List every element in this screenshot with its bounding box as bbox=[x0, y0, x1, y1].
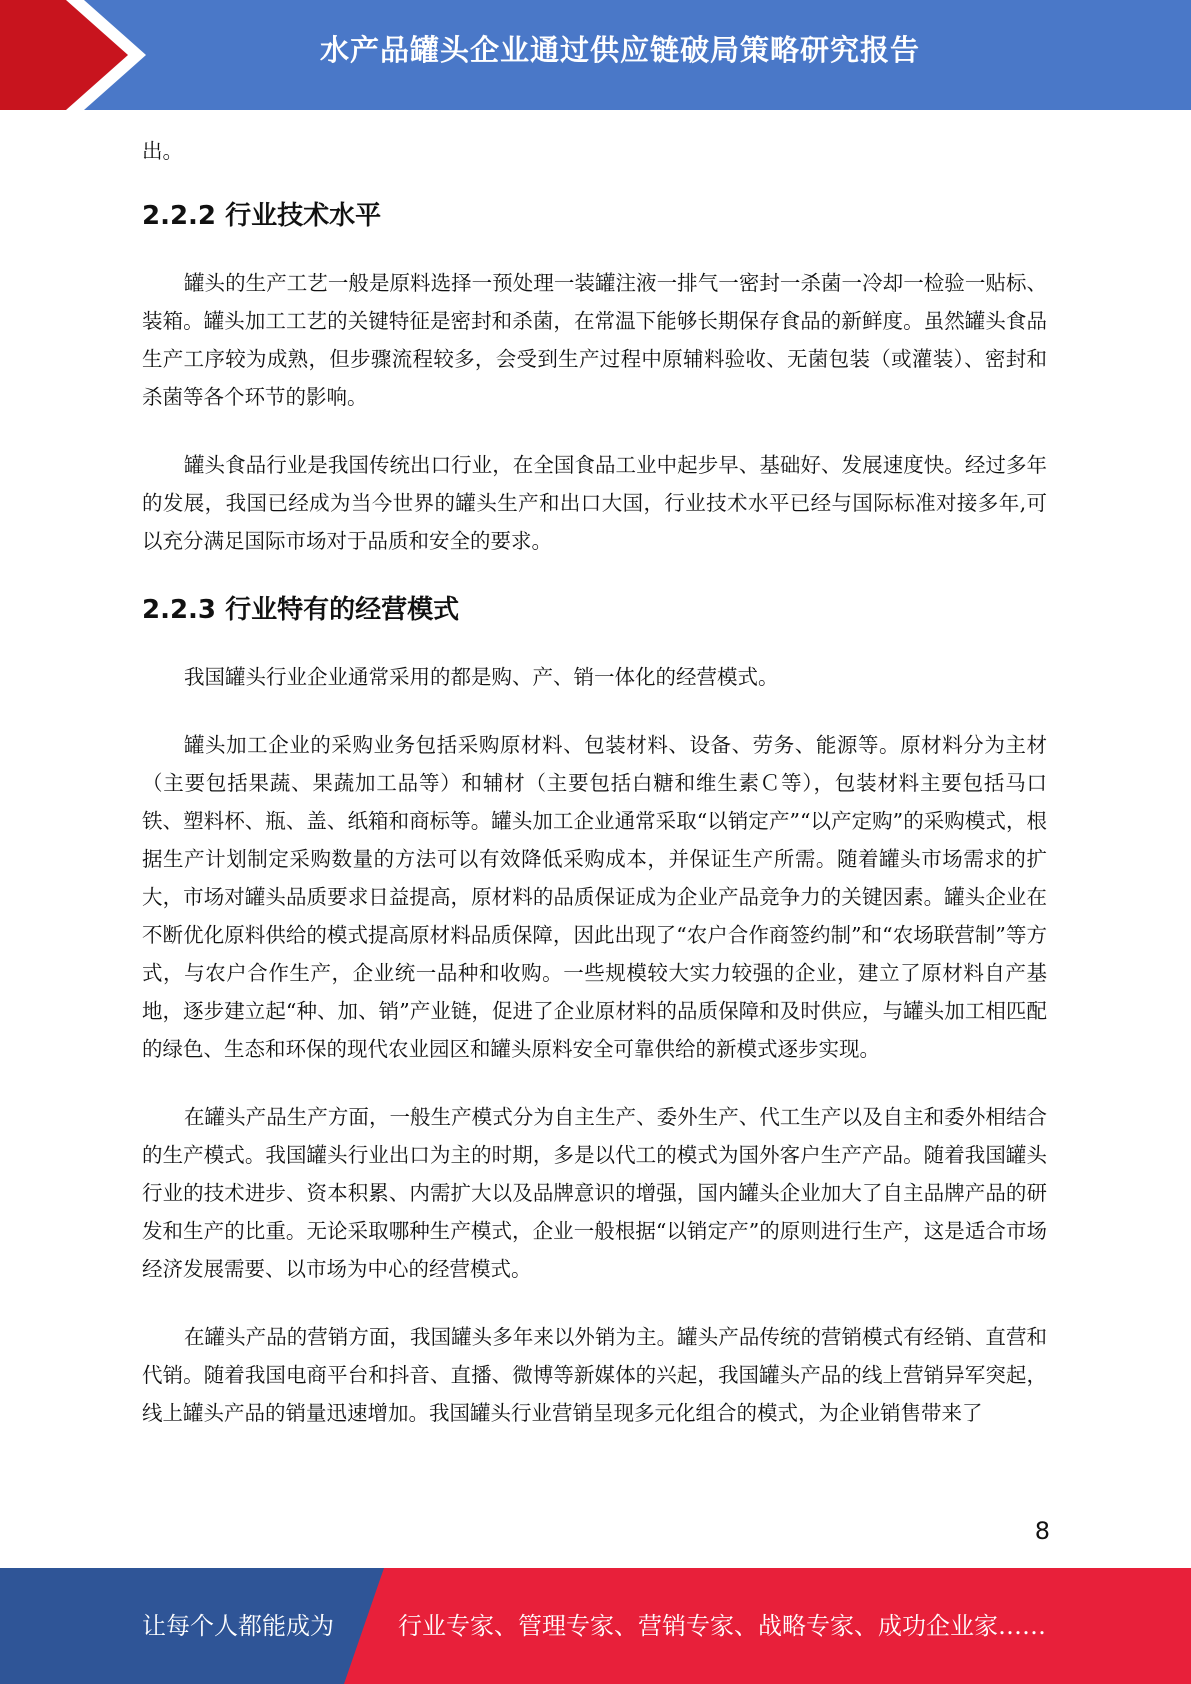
section-heading-2-2-3: 2.2.3 行业特有的经营模式 bbox=[142, 595, 460, 625]
paragraph: 罐头加工企业的采购业务包括采购原材料、包装材料、设备、劳务、能源等。原材料分为主材（主要包括果蔬、果蔬加工品等）和辅材（主要包括白糖和维生素Ｃ等），包装材料主要包括马口铁、塑料杯、瓶、盖、纸箱和商标等。罐头加工企业通常采取“以销定产”“以产定购”的采购模式，根据生产计划制定采购数量的方法可以有效降低采购成本，并保证生产所需。随着罐头市场需求的扩大，市场对罐头品质要求日益提高，原材料的品质保证成为企业产品竞争力的关键因素。罐头企业在不断优化原料供给的模式提高原材料品质保障，因此出现了“农户合作商签约制”和“农场联营制”等方式，与农户合作生产，企业统一品种和收购。一些规模较大实力较强的企业，建立了原材料自产基地，逐步建立起“种、加、销”产业链，促进了企业原材料的品质保障和及时供应，与罐头加工相匹配的绿色、生态和环保的现代农业园区和罐头原料安全可靠供给的新模式逐步实现。 bbox=[142, 733, 1047, 1061]
report-title: 水产品罐头企业通过供应链破局策略研究报告 bbox=[319, 33, 920, 67]
paragraph: 罐头食品行业是我国传统出口行业，在全国食品工业中起步早、基础好、发展速度快。经过多年的发展，我国已经成为当今世界的罐头生产和出口大国，行业技术水平已经与国际标准对接多年,可以充分满足国际市场对于品质和安全的要求。 bbox=[142, 453, 1047, 553]
paragraph: 罐头的生产工艺一般是原料选择一预处理一装罐注液一排气一密封一杀菌一冷却一检验一贴标、装箱。罐头加工工艺的关键特征是密封和杀菌，在常温下能够长期保存食品的新鲜度。虽然罐头食品生产工序较为成熟，但步骤流程较多，会受到生产过程中原辅料验收、无菌包装（或灌装）、密封和杀菌等各个环节的影响。 bbox=[142, 271, 1047, 409]
page-body bbox=[142, 132, 1047, 1462]
report-header bbox=[0, 0, 1191, 110]
page-footer bbox=[0, 1568, 1191, 1684]
paragraph: 在罐头产品的营销方面，我国罐头多年来以外销为主。罐头产品传统的营销模式有经销、直营和代销。随着我国电商平台和抖音、直播、微博等新媒体的兴起，我国罐头产品的线上营销异军突起，线上罐头产品的销量迅速增加。我国罐头行业营销呈现多元化组合的模式，为企业销售带来了 bbox=[142, 1325, 1047, 1425]
footer-slogan-left: 让每个人都能成为 bbox=[142, 1612, 334, 1640]
paragraph: 我国罐头行业企业通常采用的都是购、产、销一体化的经营模式。 bbox=[184, 665, 779, 689]
continued-text: 出。 bbox=[142, 139, 183, 163]
header-arrow-icon bbox=[0, 0, 160, 110]
section-heading-2-2-2: 2.2.2 行业技术水平 bbox=[142, 201, 382, 231]
footer-slogan-right: 行业专家、管理专家、营销专家、战略专家、成功企业家…… bbox=[398, 1612, 1046, 1640]
page-number: 8 bbox=[1034, 1517, 1050, 1545]
paragraph: 在罐头产品生产方面，一般生产模式分为自主生产、委外生产、代工生产以及自主和委外相结合的生产模式。我国罐头行业出口为主的时期，多是以代工的模式为国外客户生产产品。随着我国罐头行业的技术进步、资本积累、内需扩大以及品牌意识的增强，国内罐头企业加大了自主品牌产品的研发和生产的比重。无论采取哪种生产模式，企业一般根据“以销定产”的原则进行生产，这是适合市场经济发展需要、以市场为中心的经营模式。 bbox=[142, 1105, 1047, 1281]
